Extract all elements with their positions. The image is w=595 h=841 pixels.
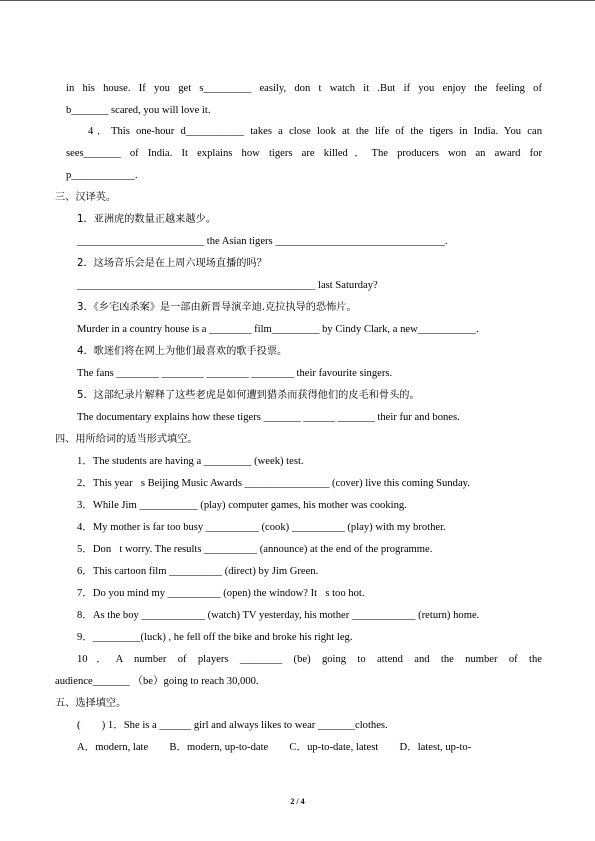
choice-item-1-options: A．modern, late B．modern, up-to-date C．up-to-date, latest D．latest, up-to- (77, 742, 472, 753)
translation-3-cn: 3．《乡宅凶杀案》是一部由新晋导演辛迪.克拉执导的恐怖片。 (77, 302, 357, 313)
passage-line-3: 4．This one-hour d___________ takes a close look at the life of the tigers in India. You can (88, 126, 542, 137)
top-rule (0, 0, 595, 1)
fill-item-7: 7．Do you mind my __________ (open) the window? It s too hot. (77, 588, 365, 599)
passage-line-2: b_______ scared, you will love it. (66, 105, 211, 116)
fill-item-9: 9．_________(luck) , he fell off the bike and broke his right leg. (77, 632, 353, 643)
fill-item-5: 5．Don t worry. The results __________ (announce) at the end of the programme. (77, 544, 433, 555)
choice-item-1: ( ) 1．She is a ______ girl and always likes to wear _______clothes. (77, 720, 388, 731)
fill-item-6: 6．This cartoon film __________ (direct) by Jim Green. (77, 566, 319, 577)
passage-line-1: in his house. If you get s_________ easily, don t watch it .But if you enjoy the feeling of (66, 83, 542, 94)
passage-line-5: p____________. (66, 170, 138, 181)
fill-item-1: 1．The students are having a _________ (week) test. (77, 456, 304, 467)
fill-item-4: 4．My mother is far too busy __________ (cook) __________ (play) with my brother. (77, 522, 446, 533)
section-heading-3: 三、汉译英。 (55, 192, 117, 203)
section-heading-4: 四、用所给词的适当形式填空。 (55, 434, 198, 445)
fill-item-2: 2．This year s Beijing Music Awards ________________ (cover) live this coming Sunday. (77, 478, 470, 489)
fill-item-8: 8．As the boy ____________ (watch) TV yesterday, his mother ____________ (return) home. (77, 610, 480, 621)
passage-line-4: sees_______ of India. It explains how tigers are killed．The producers won an award for (66, 148, 542, 159)
translation-4-cn: 4．歌迷们将在网上为他们最喜欢的歌手投票。 (77, 346, 288, 357)
translation-2-en: _____________________________________________ last Saturday? (77, 280, 378, 291)
fill-item-10: 10．A number of players ________ (be) going to attend and the number of the (77, 654, 542, 665)
page-number: 2 / 4 (290, 797, 305, 806)
fill-item-3: 3．While Jim ___________ (play) computer games, his mother was cooking. (77, 500, 407, 511)
translation-3-en: Murder in a country house is a ________ film_________ by Cindy Clark, a new___________. (77, 324, 479, 335)
fill-item-10-cont: audience_______ （be）going to reach 30,000. (55, 676, 259, 687)
translation-5-en: The documentary explains how these tigers _______ ______ _______ their fur and bones. (77, 412, 460, 423)
translation-5-cn: 5．这部纪录片解释了这些老虎是如何遭到猎杀而获得他们的皮毛和骨头的。 (77, 390, 420, 401)
section-heading-5: 五、选择填空。 (55, 698, 127, 709)
translation-4-en: The fans ________ ________ ________ ________ their favourite singers. (77, 368, 393, 379)
translation-1-cn: 1．亚洲虎的数量正越来越少。 (77, 214, 216, 225)
translation-2-cn: 2．这场音乐会是在上周六现场直播的吗？ (77, 258, 267, 269)
translation-1-en: ________________________ the Asian tigers ________________________________. (77, 236, 448, 247)
